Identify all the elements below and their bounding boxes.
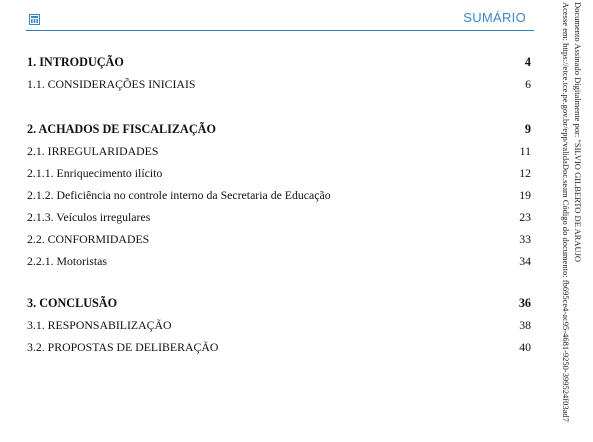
toc-entry-page: 36 — [518, 296, 531, 310]
toc-entry-page: 33 — [519, 232, 531, 246]
toc-entry-page: 23 — [519, 210, 531, 224]
toc-entry[interactable] — [27, 51, 531, 73]
toc-entry-label: 2.1.2. Deficiência no controle interno da Secretaria de Educação — [27, 188, 331, 202]
toc-entry[interactable] — [27, 292, 531, 314]
table-of-contents — [27, 51, 531, 358]
toc-entry[interactable] — [27, 118, 531, 140]
toc-entry-page: 19 — [519, 188, 531, 202]
toc-entry-label: 2.1.1. Enriquecimento ilícito — [27, 166, 163, 180]
toc-entry-page: 38 — [519, 318, 531, 332]
toc-entry[interactable] — [27, 228, 531, 250]
signature-margin-note — [548, 2, 584, 440]
toc-entry-page: 4 — [524, 55, 531, 69]
toc-entry-page: 9 — [524, 122, 531, 136]
toc-entry-page: 6 — [525, 77, 531, 91]
toc-entry[interactable] — [27, 336, 531, 358]
toc-entry[interactable] — [27, 250, 531, 272]
toc-entry-label: 2.1.3. Veículos irregulares — [27, 210, 151, 224]
toc-entry-label: 2.2.1. Motoristas — [27, 254, 107, 268]
toc-entry[interactable] — [27, 73, 531, 95]
toc-entry-label: 3.2. PROPOSTAS DE DELIBERAÇÃO — [27, 340, 219, 354]
toc-entry-page: 11 — [519, 144, 531, 158]
toc-entry-label: 2.1. IRREGULARIDADES — [27, 144, 159, 158]
validation-line: Acesse em: https://etce.tce.pe.gov.br/epp/validaDoc.seam Código do documento: fb695ce4-ac95-4681-9250-399524f03ad7 — [561, 2, 571, 422]
toc-entry[interactable] — [27, 140, 531, 162]
signature-line: Documento Assinado Digitalmente por: "SILVIO GILBERTO DE ARAUJO — [573, 2, 583, 263]
toc-entry[interactable] — [27, 162, 531, 184]
page-header — [26, 8, 534, 31]
toc-entry-label: 3. CONCLUSÃO — [27, 296, 118, 310]
tce-logo-icon — [29, 12, 40, 23]
toc-entry-label: 1.1. CONSIDERAÇÕES INICIAIS — [27, 77, 196, 91]
toc-entry-label: 1. INTRODUÇÃO — [27, 55, 124, 69]
toc-entry[interactable] — [27, 206, 531, 228]
toc-entry[interactable] — [27, 184, 531, 206]
toc-entry-page: 12 — [519, 166, 531, 180]
toc-entry-label: 2. ACHADOS DE FISCALIZAÇÃO — [27, 122, 216, 136]
page-title: SUMÁRIO — [463, 10, 526, 25]
toc-entry[interactable] — [27, 314, 531, 336]
toc-entry-label: 2.2. CONFORMIDADES — [27, 232, 150, 246]
toc-entry-label: 3.1. RESPONSABILIZAÇÃO — [27, 318, 172, 332]
toc-entry-page: 40 — [519, 340, 531, 354]
toc-entry-page: 34 — [519, 254, 531, 268]
